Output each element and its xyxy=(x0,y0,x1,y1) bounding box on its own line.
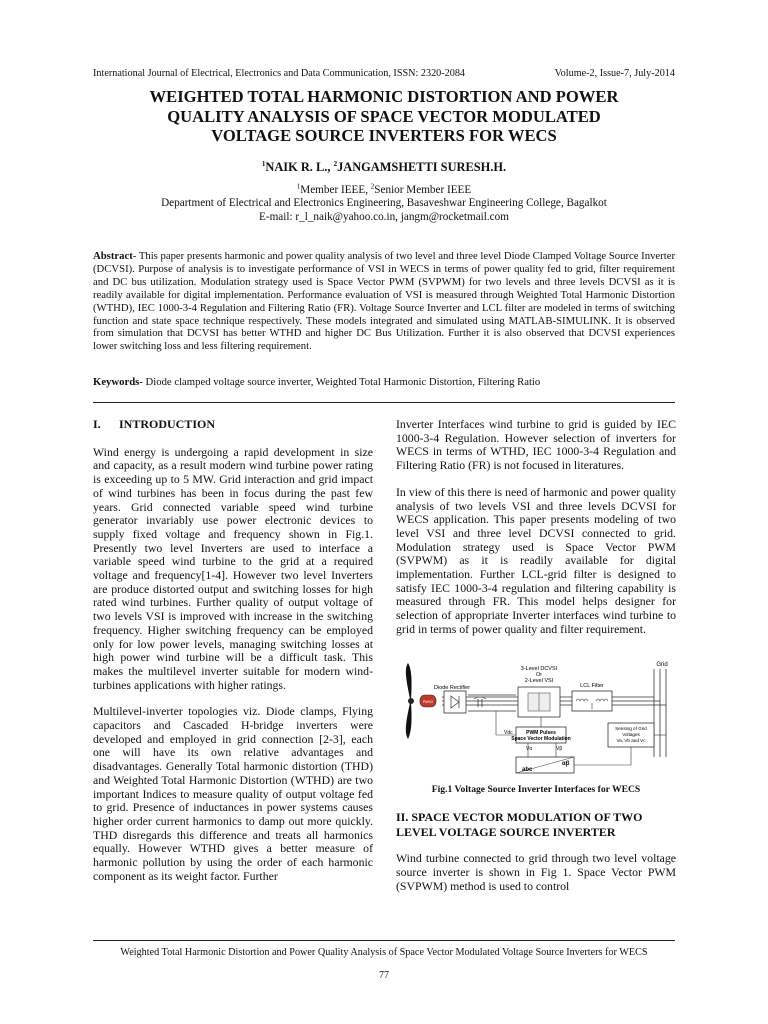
pwm-label: Space Vector Modulation xyxy=(511,735,571,742)
pwm-label: PWM Pulses xyxy=(526,729,556,736)
title-line: QUALITY ANALYSIS OF SPACE VECTOR MODULATED xyxy=(167,106,601,126)
pmsg-label: PMSG xyxy=(422,699,434,704)
affil-superscript: 1 xyxy=(296,182,301,191)
keywords-label: Keywords- xyxy=(93,376,143,388)
section-title: SPACE VECTOR MODULATION OF TWO LEVEL VOLTAGE SOURCE INVERTER xyxy=(396,810,643,839)
sensing-label: Voltages xyxy=(622,731,640,737)
department-line: Department of Electrical and Electronics Engineering, Basaveshwar Engineering College, Bagalkot xyxy=(161,197,607,210)
inverter-label: Or xyxy=(535,671,543,678)
sensing-label: Sensing of Grid xyxy=(615,725,647,731)
paragraph: Wind energy is undergoing a rapid development in size and capacity, as a result modern wind turbine power rating is exceeding up to 5 MW. Grid interaction and grid impact of wind turbines has been in focus during the past few years. Grid connected variable speed wind turbine generator invariably use power electronic devices to supply fixed voltage and frequency shown in Fig.1. Presently two level Inverters are used to interface a variable speed wind turbine to the grid at a required voltage and frequency[1-4]. However two level Inverters are produce distorted output and switching losses for high rated wind turbines. Further quality of output voltage of two levels VSI is improved with increase in the switching frequency. Higher switching frequency can be employed only for low power levels, managing switching losses at high power wind turbine will be a difficult task. This makes the multilevel inverter suitable for modern wind-turbines applications with higher ratings. xyxy=(93,444,373,692)
title-line: WEIGHTED TOTAL HARMONIC DISTORTION AND POWER xyxy=(149,87,619,106)
inverter-label: 2-Level VSI xyxy=(524,677,554,684)
title-line: VOLTAGE SOURCE INVERTERS FOR WECS xyxy=(211,126,557,145)
keywords xyxy=(93,376,675,389)
paragraph: In view of this there is need of harmonic and power quality analysis of two levels VSI and three levels DCVSI for WECS application. This paper presents modeling of two level VSI and three level DCVSI connected to grid. Modulation strategy used is Space Vector PWM (SVPWM) as it is readily available for digital implementation. Further LCL-grid filter is designed to satisfy IEC 1000-3-4 regulation and filtering capability is measured through FR. This model helps designer for selection of appropriate Inverter interfaces wind turbine to grid in terms of power quality and filter requirement. xyxy=(396,484,676,636)
page-number: 77 xyxy=(379,970,389,981)
abc-label: abc xyxy=(522,766,533,773)
affiliation-block xyxy=(90,184,678,224)
sensing-label: Va, Vb and Vc xyxy=(616,737,646,743)
rectifier-block xyxy=(444,691,466,713)
abstract xyxy=(93,250,675,353)
filter-label: LCL Filter xyxy=(580,682,604,689)
vdc-label: Vdc xyxy=(504,729,513,736)
author-list xyxy=(90,160,678,175)
wind-turbine-icon xyxy=(406,663,414,739)
paragraph: Wind turbine connected to grid through two level voltage source inverter is shown in Fig 1. Space Vector PWM (SVPWM) method is used to control xyxy=(396,851,676,893)
journal-name: International Journal of Electrical, Electronics and Data Communication, ISSN: 2320-2084 xyxy=(93,68,466,79)
membership-text: Member IEEE, xyxy=(300,184,371,196)
author-name: NAIK R. L., xyxy=(265,160,334,174)
rectifier-label: Diode Rectifier xyxy=(434,684,471,691)
author-superscript: 1 xyxy=(261,159,266,168)
section-heading xyxy=(93,418,373,432)
keywords-text: Diode clamped voltage source inverter, Weighted Total Harmonic Distortion, Filtering Ratio xyxy=(142,376,541,388)
valpha-label: Vα xyxy=(526,745,533,752)
volume-info: Volume-2, Issue-7, July-2014 xyxy=(554,68,675,79)
section-number: I. xyxy=(93,417,101,431)
email-line: E-mail: r_l_naik@yahoo.co.in, jangm@rocketmail.com xyxy=(259,210,509,223)
author-name: JANGAMSHETTI SURESH.H. xyxy=(337,160,507,174)
paper-title xyxy=(90,87,678,146)
membership-text: Senior Member IEEE xyxy=(374,184,472,196)
grid-label: Grid xyxy=(656,661,668,668)
section-heading xyxy=(396,810,676,839)
paragraph: Inverter Interfaces wind turbine to grid is guided by IEC 1000-3-4 Regulation. However selection of inverters for WECS in terms of WTHD, IEC 1000-3-4 Regulation and Filtering Ratio (FR) is not focused in literatures. xyxy=(396,417,676,473)
footer-divider xyxy=(93,940,675,941)
right-column xyxy=(396,418,676,906)
author-superscript: 2 xyxy=(333,159,338,168)
membership-line xyxy=(90,184,678,197)
figure-caption: Fig.1 Voltage Source Inverter Interfaces for WECS xyxy=(431,783,641,795)
affil-superscript: 2 xyxy=(370,182,375,191)
header-divider xyxy=(93,402,675,403)
figure-1 xyxy=(396,659,678,777)
wecs-block-diagram xyxy=(396,659,678,777)
abstract-text: - This paper presents harmonic and power quality analysis of two level and three level Diode Clamped Voltage Source Inverter (DCVSI). Purpose of analysis is to investigate performance of VSI in WECS in terms of power quality fed to grid, filter requirement and DC bus utilization. Modulation strategy used is Space Vector PWM (SVPWM) for two levels and three levels DCVSI as it is readily available for digital implementation. Performance evaluation of VSI is measured through Weighted Total Harmonic Distortion (WTHD), IEC 1000-3-4 Regulation and Filtering Ratio (FR). Voltage Source Inverter and LCL filter are modeled in terms of switching function and state space technique respectively. These models integrated and simulated using MATLAB-SIMULINK. It is observed from simulation that DCVSI has better WTHD and higher DC Bus Utilization. Further it is also observed that DCVSI experiences lower switching loss and less filtering requirement. xyxy=(93,250,676,353)
section-title: INTRODUCTION xyxy=(119,417,216,431)
left-column xyxy=(93,418,373,897)
paragraph: Multilevel-inverter topologies viz. Diode clamps, Flying capacitors and Cascaded H-bridge inverters were developed and employed in grid connection [2-3], each one will have its own relative advantages and disadvantages. Generally Total harmonic distortion (THD) and Weighted Total Harmonic Distortion (WTHD) are two important Indices to measure quality of output voltage fed to grid. Presence of inductances in power systems causes higher order current harmonics to damp out more quickly. THD disregards this difference and treats all harmonics equally. However WTHD gives a better measure of harmonic pollution by using the order of each harmonic component as its weight factor. Further xyxy=(93,704,373,883)
abstract-label: Abstract xyxy=(93,250,133,262)
inverter-label: 3-Level DCVSI xyxy=(520,665,558,672)
section-number: II. xyxy=(396,810,409,825)
running-header xyxy=(93,68,675,79)
alphabeta-label: αβ xyxy=(562,760,570,767)
vbeta-label: Vβ xyxy=(556,745,563,752)
footer-title: Weighted Total Harmonic Distortion and Power Quality Analysis of Space Vector Modulated Voltage Source Inverters for WECS xyxy=(120,947,648,958)
